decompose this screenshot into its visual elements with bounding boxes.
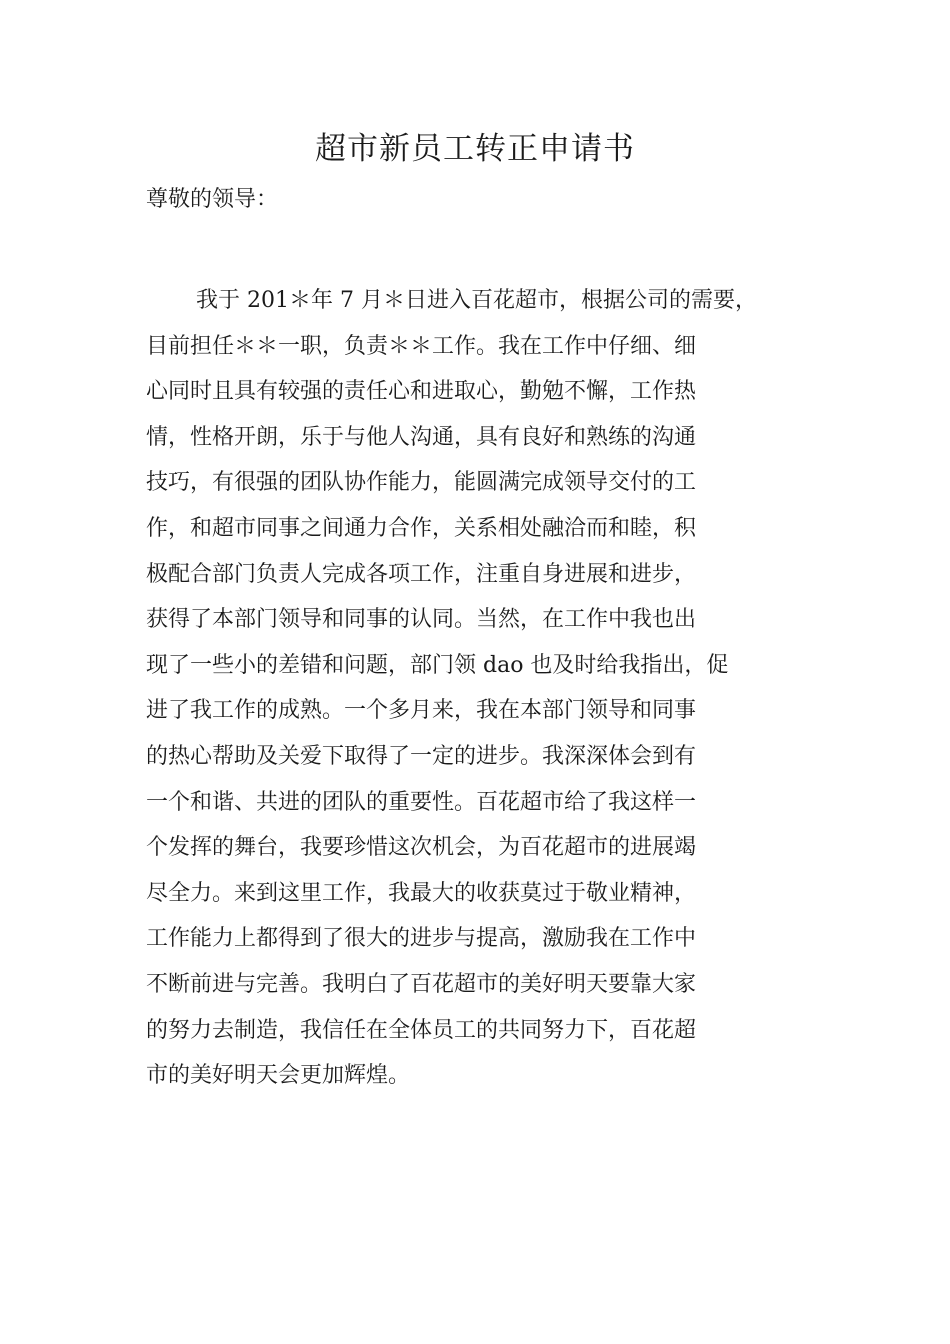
body-line: 进了我工作的成熟。一个多月来，我在本部门领导和同事 bbox=[146, 698, 697, 724]
body-line: 一个和谐、共进的团队的重要性。百花超市给了我这样一 bbox=[146, 789, 697, 815]
body-line: 个发挥的舞台，我要珍惜这次机会，为百花超市的进展竭 bbox=[146, 835, 697, 861]
body-line: 尽全力。来到这里工作，我最大的收获莫过于敬业精神， bbox=[146, 880, 697, 906]
body-line: 目前担任＊＊一职，负责＊＊工作。我在工作中仔细、细 bbox=[146, 333, 697, 359]
body-line: 市的美好明天会更加辉煌。 bbox=[146, 1063, 411, 1089]
body-line: 不断前进与完善。我明白了百花超市的美好明天要靠大家 bbox=[146, 971, 697, 997]
body-line: 情，性格开朗，乐于与他人沟通，具有良好和熟练的沟通 bbox=[146, 424, 697, 450]
body-line: 心同时且具有较强的责任心和进取心，勤勉不懈，工作热 bbox=[146, 379, 697, 405]
body-line: 的热心帮助及关爱下取得了一定的进步。我深深体会到有 bbox=[146, 743, 697, 769]
document-title: 超市新员工转正申请书 bbox=[315, 131, 635, 167]
body-line: 作，和超市同事之间通力合作，关系相处融洽而和睦，积 bbox=[146, 515, 697, 541]
body-line: 的努力去制造，我信任在全体员工的共同努力下，百花超 bbox=[146, 1017, 697, 1043]
body-line: 我于 201＊年 7 月＊日进入百花超市，根据公司的需要， bbox=[196, 288, 757, 313]
body-line: 现了一些小的差错和问题，部门领 dao 也及时给我指出，促 bbox=[146, 652, 729, 678]
body-paragraph bbox=[146, 278, 826, 1099]
salutation: 尊敬的领导： bbox=[146, 187, 279, 212]
body-line: 获得了本部门领导和同事的认同。当然，在工作中我也出 bbox=[146, 607, 697, 633]
body-line: 极配合部门负责人完成各项工作，注重自身进展和进步， bbox=[146, 561, 697, 587]
body-line: 技巧，有很强的团队协作能力，能圆满完成领导交付的工 bbox=[146, 470, 697, 496]
body-line: 工作能力上都得到了很大的进步与提高，激励我在工作中 bbox=[146, 926, 697, 952]
